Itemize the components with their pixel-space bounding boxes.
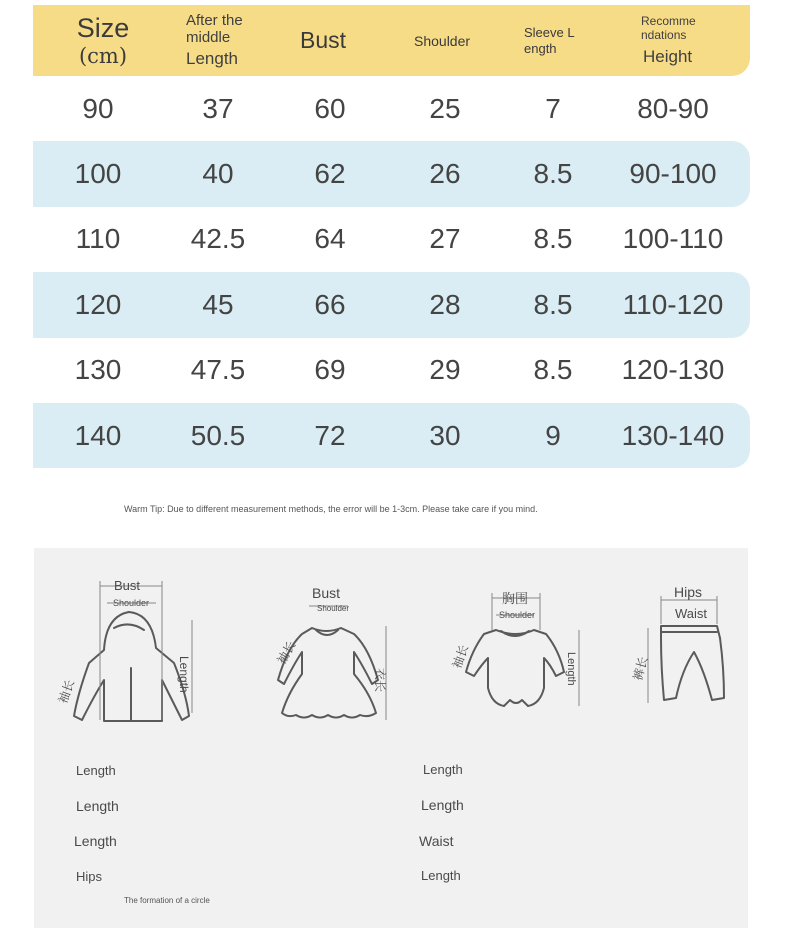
- legend-right-1: Length: [423, 762, 463, 777]
- cell-bust: 60: [314, 92, 346, 124]
- cell-shoulder: 28: [429, 288, 461, 320]
- cell-shoulder: 26: [429, 158, 461, 190]
- dress-length-label: 衣长: [373, 668, 387, 693]
- cell-size: 130: [74, 354, 122, 386]
- warm-tip: Warm Tip: Due to different measurement methods, the error will be 1-3cm. Please take care if you mind.: [124, 504, 538, 514]
- cell-bust: 72: [314, 419, 346, 451]
- table-row: [33, 207, 750, 272]
- jacket-bust-label: Bust: [114, 578, 141, 593]
- header-sleeve-length: Sleeve L ength: [524, 24, 575, 56]
- pants-drawing: [661, 626, 724, 700]
- cell-size: 140: [74, 419, 122, 451]
- table-header: [33, 5, 750, 76]
- cell-length: 50.5: [190, 419, 246, 451]
- jacket-sleeve-label: 袖长: [55, 677, 78, 706]
- cell-sleeve: 7: [545, 92, 561, 124]
- header-bust: Bust: [300, 27, 347, 53]
- cell-sleeve: 9: [545, 419, 561, 451]
- pants-hips-label: Hips: [674, 584, 703, 600]
- pants-length-label: 裤长: [630, 655, 651, 683]
- size-table: [33, 5, 750, 468]
- cell-sleeve: 8.5: [533, 223, 573, 255]
- legend-left-3: Length: [74, 833, 117, 849]
- cell-length: 40: [202, 158, 234, 190]
- cell-height: 80-90: [637, 92, 709, 124]
- legend-left-4: Hips: [76, 869, 103, 884]
- cell-size: 110: [75, 223, 121, 255]
- header-length: After the middle Length: [186, 11, 243, 68]
- cell-sleeve: 8.5: [533, 158, 573, 190]
- romper-bust-label: 胸围: [502, 591, 529, 606]
- romper-drawing: [466, 630, 564, 706]
- cell-length: 42.5: [190, 223, 246, 255]
- dress-shoulder-label: Shoulder: [317, 604, 350, 613]
- header-size: Size (cm): [76, 12, 130, 68]
- cell-shoulder: 29: [429, 354, 461, 386]
- legend-right-4: Length: [421, 868, 461, 883]
- legend-right-2: Length: [421, 797, 464, 813]
- cell-shoulder: 27: [429, 223, 461, 255]
- jacket-drawing: [74, 612, 189, 721]
- cell-height: 110-120: [622, 288, 724, 320]
- cell-height: 90-100: [629, 158, 717, 190]
- cell-shoulder: 25: [429, 92, 461, 124]
- table-row: [33, 272, 750, 337]
- cell-bust: 66: [314, 288, 346, 320]
- legend-left-2: Length: [76, 798, 119, 814]
- circle-note: The formation of a circle: [124, 896, 210, 905]
- dress-bust-label: Bust: [312, 585, 341, 601]
- cell-height: 100-110: [622, 223, 724, 255]
- romper-length-label: Length: [565, 652, 577, 686]
- jacket-length-label: Length: [177, 656, 191, 693]
- table-row: [33, 403, 750, 468]
- measurement-panel: [34, 548, 748, 928]
- cell-length: 45: [202, 288, 234, 320]
- cell-bust: 62: [314, 158, 346, 190]
- table-row: [33, 338, 750, 403]
- cell-length: 37: [202, 92, 234, 124]
- table-row: [33, 76, 750, 141]
- cell-bust: 64: [314, 223, 346, 255]
- legend-right-3: Waist: [419, 833, 454, 849]
- cell-height: 120-130: [621, 354, 725, 386]
- cell-size: 90: [82, 92, 114, 124]
- romper-sleeve-label: 袖长: [449, 642, 472, 671]
- cell-sleeve: 8.5: [533, 354, 573, 386]
- dress-drawing: [278, 628, 378, 718]
- cell-length: 47.5: [190, 354, 246, 386]
- table-row: [33, 141, 750, 206]
- jacket-shoulder-label: Shoulder: [113, 598, 150, 608]
- dress-sleeve-label: 袖长: [274, 638, 299, 667]
- header-recommended-height: Recomme ndations Height: [641, 13, 696, 66]
- cell-shoulder: 30: [429, 419, 461, 451]
- romper-shoulder-label: Shoulder: [499, 610, 536, 620]
- cell-bust: 69: [314, 354, 346, 386]
- cell-sleeve: 8.5: [533, 288, 573, 320]
- cell-size: 120: [74, 288, 122, 320]
- header-shoulder: Shoulder: [414, 32, 471, 49]
- pants-waist-label: Waist: [675, 606, 708, 621]
- legend-left-1: Length: [76, 763, 116, 778]
- cell-height: 130-140: [621, 419, 725, 451]
- cell-size: 100: [74, 158, 122, 190]
